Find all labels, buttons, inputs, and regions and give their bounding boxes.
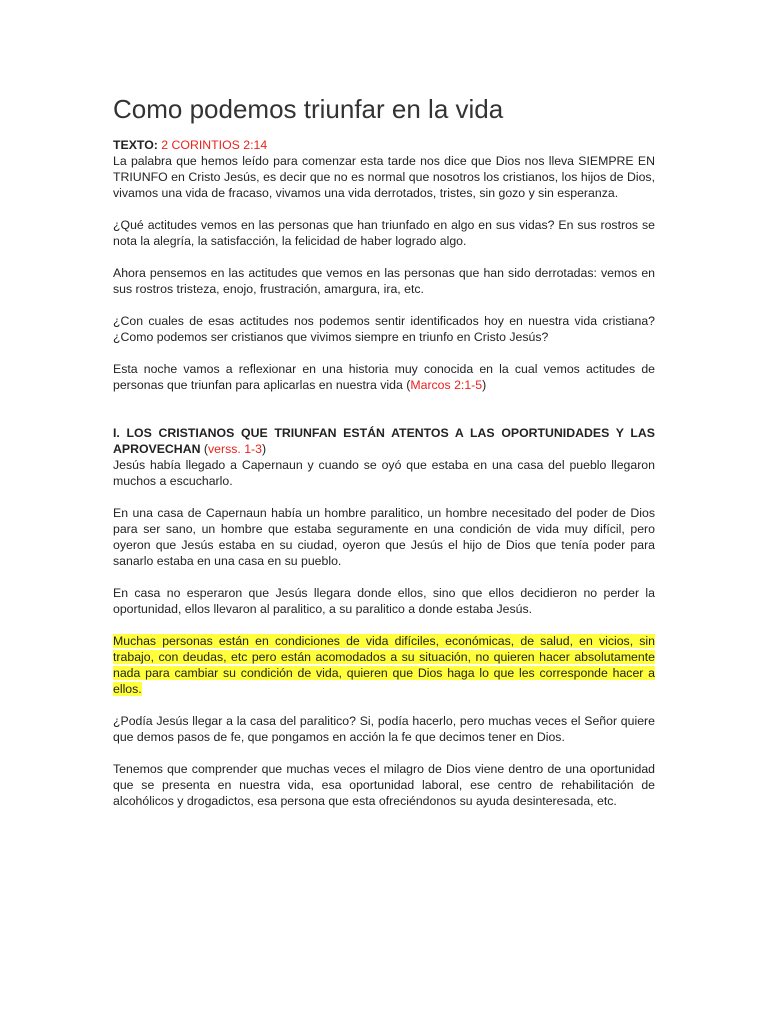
paragraph-5-end: ) — [482, 378, 487, 392]
paragraph-5 — [113, 361, 655, 393]
marcos-reference: Marcos 2:1-5 — [410, 378, 483, 392]
paragraph-2: ¿Qué actitudes vemos en las personas que han triunfado en algo en sus vidas? En sus rostros se nota la alegría, la satisfacción, la felicidad de haber logrado algo. — [113, 218, 655, 248]
texto-reference: 2 CORINTIOS 2:14 — [161, 138, 268, 152]
paragraph-8: En casa no esperaron que Jesús llegara donde ellos, sino que ellos decidieron no perder la oportunidad, ellos llevaron al paralitico, a su paralitico a donde estaba Jesús. — [113, 586, 655, 616]
highlighted-text: Muchas personas están en condiciones de vida difíciles, económicas, de salud, en vicios, sin trabajo, con deudas, etc pero están acomodados a su situación, no quieren hacer absolutamente nada para cambiar su condición de vida, quieren que Dios haga lo que les corresponde hacer a ellos. — [113, 634, 655, 696]
paragraph-1: La palabra que hemos leído para comenzar esta tarde nos dice que Dios nos lleva SIEMPRE EN TRIUNFO en Cristo Jesús, es decir que no es normal que nosotros los cristianos, los hijos de Dios, vivamos una vida de fracaso, vivamos una vida derrotados, tristes, sin gozo y sin esperanza. — [113, 154, 655, 200]
section-close: ) — [261, 442, 267, 456]
paragraph-10: ¿Podía Jesús llegar a la casa del paralitico? Si, podía hacerlo, pero muchas veces el Señor quiere que demos pasos de fe, que pongamos en acción la fe que decimos tener en Dios. — [113, 714, 655, 744]
paragraph-5-text: Esta noche vamos a reflexionar en una historia muy conocida en la cual vemos actitudes de personas que triunfan para aplicarlas en nuestra vida ( — [113, 362, 655, 392]
texto-label: TEXTO: — [113, 138, 158, 152]
paragraph-11: Tenemos que comprender que muchas veces el milagro de Dios viene dentro de una oportunidad que se presenta en nuestra vida, esa oportunidad laboral, ese centro de rehabilitación de alcohólicos y drogadictos, esa persona que esta ofreciéndonos su ayuda desinteresada, etc. — [113, 762, 655, 808]
paragraph-9-highlighted — [113, 633, 655, 697]
section-heading-text: I. LOS CRISTIANOS QUE TRIUNFAN ESTÁN ATENTOS A LAS OPORTUNIDADES Y LAS APROVECHAN — [113, 426, 655, 456]
texto-line — [113, 137, 655, 153]
paragraph-6: Jesús había llegado a Capernaun y cuando se oyó que estaba en una casa del pueblo llegaron muchos a escucharlo. — [113, 458, 655, 488]
verses-reference: verss. 1-3 — [207, 442, 262, 456]
paragraph-7: En una casa de Capernaun había un hombre paralitico, un hombre necesitado del poder de Dios para ser sano, un hombre que estaba seguramente en una condición de vida muy difícil, pero oyeron que Jesús estaba en su ciudad, oyeron que Jesús el hijo de Dios que tenía poder para sanarlo estaba en una casa en su pueblo. — [113, 506, 655, 568]
document-title: Como podemos triunfar en la vida — [113, 94, 504, 124]
section-heading — [113, 425, 655, 457]
document-body — [113, 137, 655, 825]
paragraph-4: ¿Con cuales de esas actitudes nos podemos sentir identificados hoy en nuestra vida cristiana? ¿Como podemos ser cristianos que vivimos siempre en triunfo en Cristo Jesús? — [113, 314, 655, 344]
section-open: ( — [200, 442, 208, 456]
paragraph-3: Ahora pensemos en las actitudes que vemos en las personas que han sido derrotadas: vemos en sus rostros tristeza, enojo, frustración, amargura, ira, etc. — [113, 266, 655, 296]
